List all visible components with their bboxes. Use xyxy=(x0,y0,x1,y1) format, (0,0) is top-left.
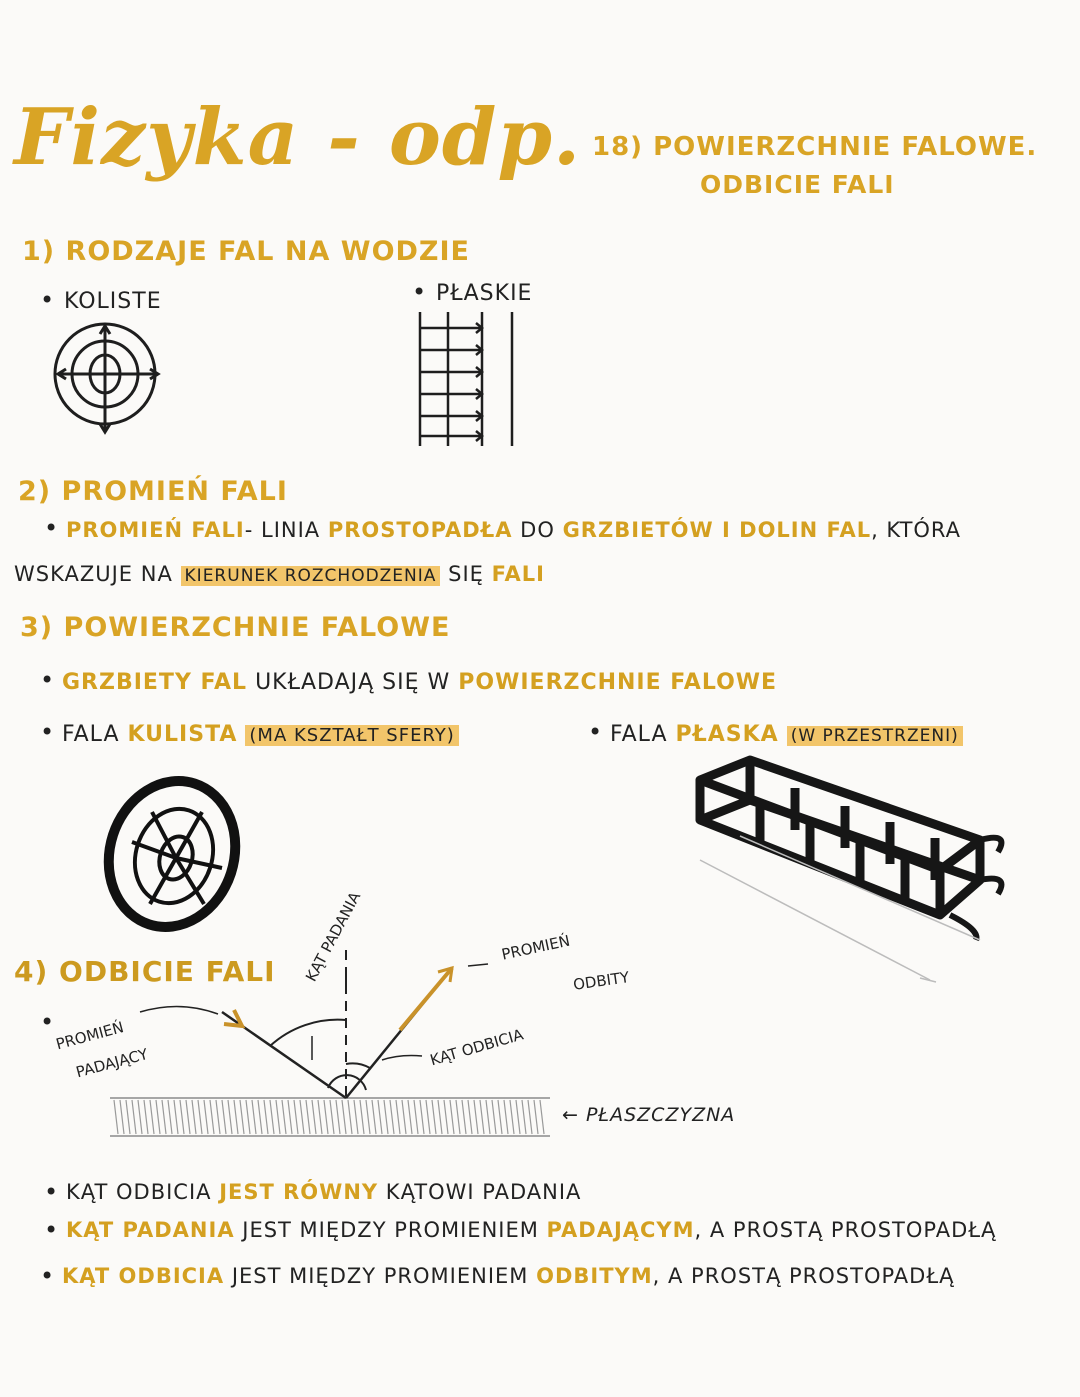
surface-hatch-line xyxy=(534,1100,538,1134)
bullet: • xyxy=(40,1262,55,1290)
surface-hatch-line xyxy=(498,1100,502,1134)
surface-hatch-line xyxy=(414,1100,418,1134)
surface-hatch-line xyxy=(396,1100,400,1134)
surface-hatch-line xyxy=(510,1100,514,1134)
text: JEST MIĘDZY PROMIENIEM xyxy=(242,1218,539,1242)
page-title: Fizyka - odp. xyxy=(14,92,582,183)
surface-hatch-line xyxy=(432,1100,436,1134)
surface-hatch-line xyxy=(348,1100,352,1134)
surface-hatch-line xyxy=(318,1100,322,1134)
surface-hatch-line xyxy=(390,1100,394,1134)
surface-hatch-line xyxy=(186,1100,190,1134)
surface-hatch-line xyxy=(216,1100,220,1134)
surface-hatch-line xyxy=(210,1100,214,1134)
surface-hatch-line xyxy=(144,1100,148,1134)
keyword: PROSTOPADŁA xyxy=(327,518,513,542)
surface-hatch-line xyxy=(366,1100,370,1134)
surface-hatch-line xyxy=(516,1100,520,1134)
keyword: FALI xyxy=(491,562,545,586)
surface-hatch-line xyxy=(480,1100,484,1134)
text: FALA xyxy=(62,722,120,747)
surface-hatch-line xyxy=(126,1100,130,1134)
surface-hatch-line xyxy=(492,1100,496,1134)
keyword: POWIERZCHNIE FALOWE xyxy=(458,670,778,695)
surface-hatch-line xyxy=(192,1100,196,1134)
arrow: ← xyxy=(562,1104,579,1126)
bullet: • xyxy=(588,718,603,746)
surface-hatch-line xyxy=(174,1100,178,1134)
keyword: KULISTA xyxy=(127,722,238,747)
surface-hatch-line xyxy=(294,1100,298,1134)
surface-hatch-line xyxy=(384,1100,388,1134)
keyword: KĄT PADANIA xyxy=(66,1218,235,1242)
surface-hatch-line xyxy=(246,1100,250,1134)
section2-heading: 2) PROMIEŃ FALI xyxy=(18,476,288,507)
surface-hatch-line xyxy=(180,1100,184,1134)
surface-hatch-line xyxy=(252,1100,256,1134)
section4-heading: 4) ODBICIE FALI xyxy=(14,955,276,988)
surface-hatch-line xyxy=(372,1100,376,1134)
text: KĄTOWI PADANIA xyxy=(385,1180,582,1204)
plane-waves-label: PŁASKIE xyxy=(436,281,533,306)
surface-hatch-line xyxy=(486,1100,490,1134)
surface-hatch-line xyxy=(282,1100,286,1134)
circular-waves-label: KOLISTE xyxy=(64,289,162,314)
surface-hatch-line xyxy=(408,1100,412,1134)
surface-hatch-line xyxy=(306,1100,310,1134)
plane-wave-3d-diagram xyxy=(680,740,1020,990)
surface-hatch-line xyxy=(438,1100,442,1134)
surface-hatch-line xyxy=(240,1100,244,1134)
spherical-wave-line xyxy=(62,722,459,747)
surface-hatch-line xyxy=(234,1100,238,1134)
text: KĄT ODBICIA xyxy=(66,1180,212,1204)
surface-hatch-line xyxy=(276,1100,280,1134)
bullet: • xyxy=(40,1008,55,1036)
dash: - xyxy=(244,518,254,542)
highlight: (W PRZESTRZENI) xyxy=(787,726,963,746)
surface-hatch-line xyxy=(378,1100,382,1134)
bullet: • xyxy=(40,718,55,746)
incident-ray-label-2: PADAJĄCY xyxy=(74,1044,150,1082)
surface-hatch-line xyxy=(222,1100,226,1134)
text: DO xyxy=(520,518,555,542)
surface-hatch-line xyxy=(468,1100,472,1134)
text: WSKAZUJE NA xyxy=(14,562,173,586)
keyword: GRZBIETÓW I DOLIN FAL xyxy=(562,518,872,542)
text: , A PROSTĄ PROSTOPADŁĄ xyxy=(694,1218,997,1242)
text: FALA xyxy=(610,722,668,747)
surface-hatch-line xyxy=(312,1100,316,1134)
spherical-wave-diagram xyxy=(92,772,252,942)
bullet: • xyxy=(44,1178,59,1206)
highlight: (MA KSZTAŁT SFERY) xyxy=(245,725,458,746)
bullet: • xyxy=(44,514,59,542)
bullet: • xyxy=(44,1216,59,1244)
topic-line-1: 18) POWIERZCHNIE FALOWE. xyxy=(592,132,1038,162)
angle-of-reflection-label: KĄT ODBICIA xyxy=(428,1025,526,1070)
surface-hatch-line xyxy=(360,1100,364,1134)
surface-hatch-line xyxy=(522,1100,526,1134)
surface-hatch-line xyxy=(120,1100,124,1134)
surface-hatch-line xyxy=(162,1100,166,1134)
plane-waves-diagram xyxy=(412,308,522,448)
surface-hatch-line xyxy=(444,1100,448,1134)
text: LINIA xyxy=(261,518,321,542)
surface-hatch-line xyxy=(336,1100,340,1134)
text: UKŁADAJĄ SIĘ W xyxy=(255,670,451,695)
summary-line-2 xyxy=(66,1218,996,1242)
wave-surfaces-line xyxy=(62,670,777,695)
surface-hatch-line xyxy=(354,1100,358,1134)
surface-hatch-line xyxy=(258,1100,262,1134)
topic-line-2: ODBICIE FALI xyxy=(700,170,895,199)
surface-hatch-line xyxy=(150,1100,154,1134)
angle-of-incidence-label: KĄT PADANIA xyxy=(302,888,365,985)
surface-hatch-line xyxy=(456,1100,460,1134)
ray-term: PROMIEŃ FALI xyxy=(66,518,245,542)
reflected-ray-label-2: ODBITY xyxy=(572,968,631,994)
surface-hatch-line xyxy=(132,1100,136,1134)
surface-hatch-line xyxy=(330,1100,334,1134)
surface-hatch-line xyxy=(402,1100,406,1134)
keyword: GRZBIETY FAL xyxy=(62,670,248,695)
reflected-ray-label-1: PROMIEŃ xyxy=(500,931,572,964)
surface-hatch-line xyxy=(198,1100,202,1134)
section1-heading: 1) RODZAJE FAL NA WODZIE xyxy=(22,236,470,267)
surface-hatch-line xyxy=(462,1100,466,1134)
incident-ray-label-1: PROMIEŃ xyxy=(54,1018,126,1054)
surface-hatch-line xyxy=(168,1100,172,1134)
keyword: PŁASKA xyxy=(675,722,779,747)
surface-hatch-line xyxy=(540,1100,544,1134)
keyword: KĄT ODBICIA xyxy=(62,1264,225,1288)
summary-line-1 xyxy=(66,1180,581,1204)
plane-text: PŁASZCZYZNA xyxy=(585,1104,736,1126)
surface-hatch-line xyxy=(450,1100,454,1134)
surface-hatch-line xyxy=(264,1100,268,1134)
ray-definition-line-2 xyxy=(14,562,545,586)
text: SIĘ xyxy=(448,562,484,586)
circular-waves-diagram xyxy=(50,322,170,442)
surface-hatch-line xyxy=(504,1100,508,1134)
text: , A PROSTĄ PROSTOPADŁĄ xyxy=(652,1264,955,1288)
text: JEST MIĘDZY PROMIENIEM xyxy=(231,1264,529,1288)
section3-heading: 3) POWIERZCHNIE FALOWE xyxy=(20,612,451,643)
plane-surface-label xyxy=(562,1104,735,1126)
surface-hatch-line xyxy=(228,1100,232,1134)
surface-hatch-line xyxy=(288,1100,292,1134)
surface-hatch-line xyxy=(528,1100,532,1134)
surface-hatch-line xyxy=(426,1100,430,1134)
surface-hatch-line xyxy=(156,1100,160,1134)
summary-line-3 xyxy=(62,1264,955,1288)
surface-hatch-line xyxy=(474,1100,478,1134)
highlight: KIERUNEK ROZCHODZENIA xyxy=(181,566,441,586)
surface-hatch-line xyxy=(300,1100,304,1134)
text: , KTÓRA xyxy=(871,518,962,542)
surface-hatch-line xyxy=(420,1100,424,1134)
surface-hatch-line xyxy=(114,1100,118,1134)
surface-hatch-line xyxy=(342,1100,346,1134)
keyword: JEST RÓWNY xyxy=(219,1180,379,1204)
surface-hatch-line xyxy=(204,1100,208,1134)
bullet: • xyxy=(40,286,55,314)
bullet: • xyxy=(40,666,55,694)
keyword: PADAJĄCYM xyxy=(546,1218,695,1242)
bullet: • xyxy=(412,278,427,306)
surface-hatch-line xyxy=(138,1100,142,1134)
keyword: ODBITYM xyxy=(536,1264,653,1288)
surface-hatch-line xyxy=(324,1100,328,1134)
surface-hatch-line xyxy=(270,1100,274,1134)
ray-definition-line-1 xyxy=(66,518,961,542)
